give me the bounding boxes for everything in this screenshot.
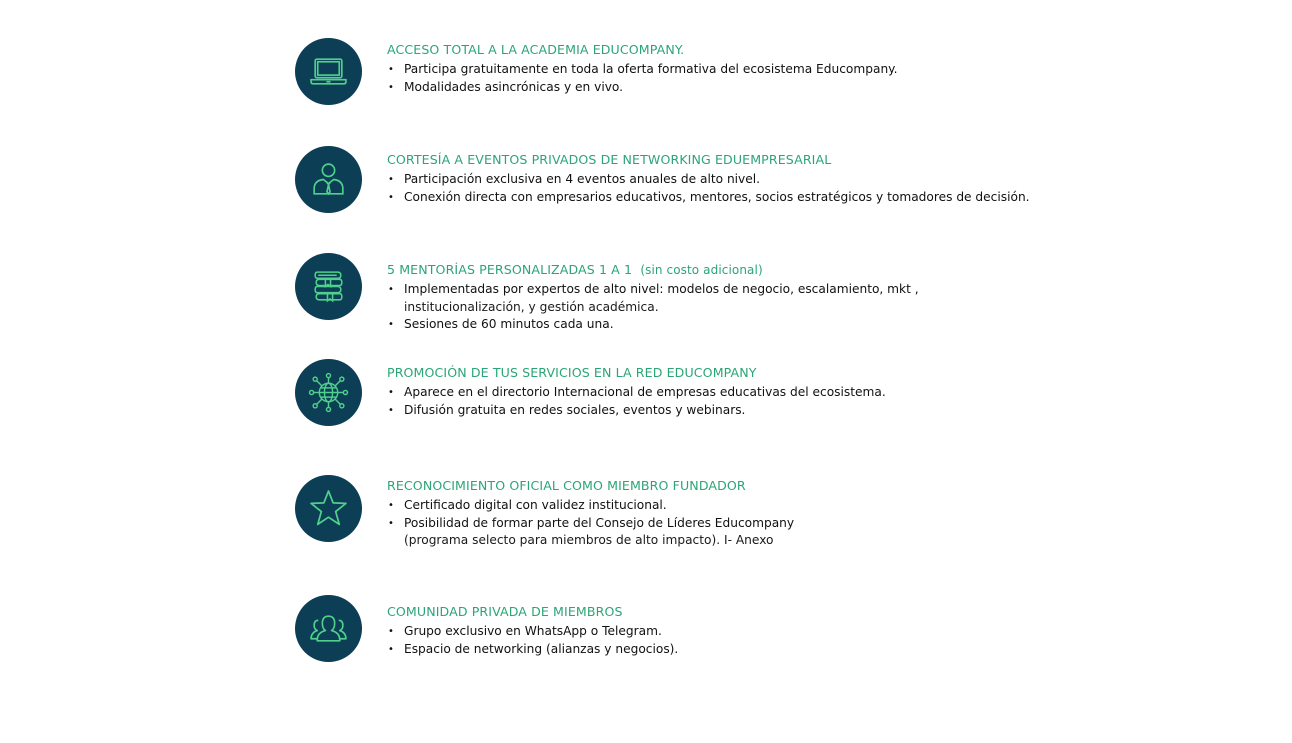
benefit-title: PROMOCIÓN DE TUS SERVICIOS EN LA RED EDUCOMPANY bbox=[387, 365, 757, 380]
icon-circle bbox=[295, 475, 362, 542]
icon-circle bbox=[295, 359, 362, 426]
bullet-item: • Participa gratuitamente en toda la oferta formativa del ecosistema Educompany. bbox=[388, 62, 898, 76]
benefit-title: CORTESÍA A EVENTOS PRIVADOS DE NETWORKING EDUEMPRESARIAL bbox=[387, 152, 832, 167]
benefit-title: ACCESO TOTAL A LA ACADEMIA EDUCOMPANY. bbox=[387, 42, 685, 57]
bullet-item: • Aparece en el directorio Internacional de empresas educativas del ecosistema. bbox=[388, 385, 886, 399]
bullet-item: • Difusión gratuita en redes sociales, eventos y webinars. bbox=[388, 402, 746, 417]
bullet-item: • Conexión directa con empresarios educativos, mentores, socios estratégicos y tomadores de decisión. bbox=[388, 189, 1030, 204]
businessperson-icon bbox=[308, 159, 349, 200]
bullet-item: • Posibilidad de formar parte del Consejo de Líderes Educompany bbox=[388, 515, 795, 530]
icon-circle bbox=[295, 146, 362, 213]
benefit-title: COMUNIDAD PRIVADA DE MIEMBROS bbox=[387, 604, 623, 619]
bullet-item: • Grupo exclusivo en WhatsApp o Telegram. bbox=[388, 624, 662, 638]
icon-circle bbox=[295, 595, 362, 662]
bullet-item: • Modalidades asincrónicas y en vivo. bbox=[388, 79, 624, 94]
title-note: (sin costo adicional) bbox=[640, 263, 763, 277]
globe-network-icon bbox=[308, 372, 349, 413]
bullet-item: • Espacio de networking (alianzas y negocios). bbox=[388, 641, 679, 656]
community-icon bbox=[308, 608, 349, 649]
bullet-continuation: institucionalización, y gestión académica. bbox=[404, 299, 659, 314]
icon-circle bbox=[295, 38, 362, 105]
star-icon bbox=[308, 488, 349, 529]
icon-circle bbox=[295, 253, 362, 320]
laptop-icon bbox=[308, 51, 349, 92]
bullet-item: • Implementadas por expertos de alto nivel: modelos de negocio, escalamiento, mkt , bbox=[388, 282, 919, 296]
bullet-continuation: (programa selecto para miembros de alto impacto). I- Anexo bbox=[404, 533, 774, 547]
books-icon bbox=[308, 266, 349, 307]
bullet-item: • Sesiones de 60 minutos cada una. bbox=[388, 317, 614, 331]
benefit-title: RECONOCIMIENTO OFICIAL COMO MIEMBRO FUNDADOR bbox=[387, 478, 746, 493]
bullet-item: • Participación exclusiva en 4 eventos anuales de alto nivel. bbox=[388, 172, 761, 186]
bullet-item: • Certificado digital con validez institucional. bbox=[388, 498, 667, 512]
benefit-title: 5 MENTORÍAS PERSONALIZADAS 1 A 1 (sin costo adicional) bbox=[387, 262, 763, 277]
